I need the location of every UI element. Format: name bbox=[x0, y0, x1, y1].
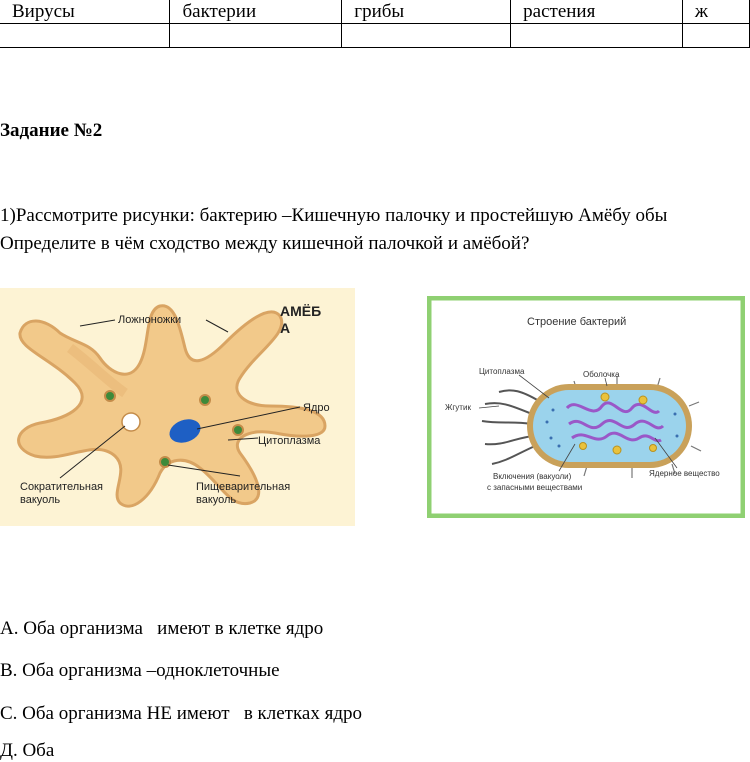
question-line-2: Определите в чём сходство между кишечной палочкой и амёбой? bbox=[0, 233, 530, 254]
option-d: Д. Оба bbox=[0, 740, 55, 761]
table-cell-plants: растения bbox=[511, 0, 683, 24]
food-vacuole-shape bbox=[105, 391, 115, 401]
label-contractile-1: Сократительная bbox=[20, 481, 104, 493]
contractile-vacuole-shape bbox=[122, 413, 140, 431]
question-line-1: 1)Рассмотрите рисунки: бактерию –Кишечную палочку и простейшую Амёбу обы bbox=[0, 205, 668, 226]
label-cytoplasm: Цитоплазма bbox=[258, 435, 321, 447]
table-cell bbox=[0, 24, 170, 48]
food-vacuole-shape bbox=[233, 425, 243, 435]
label-nuclear: Ядерное вещество bbox=[649, 469, 720, 478]
label-bact-cytoplasm: Цитоплазма bbox=[479, 367, 525, 376]
task-title: Задание №2 bbox=[0, 120, 103, 141]
bacteria-figure bbox=[427, 296, 745, 518]
food-vacuole-shape bbox=[200, 395, 210, 405]
option-a: А. Оба организма имеют в клетке ядро bbox=[0, 618, 324, 639]
table-cell bbox=[170, 24, 342, 48]
organisms-table bbox=[0, 0, 750, 48]
table-cell-bacteria: бактерии bbox=[170, 0, 342, 24]
label-digestive-2: вакуоль bbox=[196, 494, 237, 506]
label-nucleus: Ядро bbox=[303, 402, 330, 414]
table-header-row bbox=[0, 0, 750, 24]
label-inclusions-1: Включения (вакуоли) bbox=[493, 472, 572, 481]
label-flagellum: Жгутик bbox=[445, 403, 471, 412]
amoeba-title-2: А bbox=[280, 320, 291, 336]
table-cell bbox=[342, 24, 511, 48]
table-cell bbox=[682, 24, 749, 48]
bacteria-title: Строение бактерий bbox=[527, 316, 627, 328]
option-c: С. Оба организма НЕ имеют в клетках ядро bbox=[0, 703, 363, 724]
table-cell-fungi: грибы bbox=[342, 0, 511, 24]
table-cell-viruses: Вирусы bbox=[0, 0, 170, 24]
label-contractile-2: вакуоль bbox=[20, 494, 61, 506]
label-pseudopods: Ложноножки bbox=[118, 314, 182, 326]
table-cell bbox=[511, 24, 683, 48]
table-empty-row bbox=[0, 24, 750, 48]
label-inclusions-2: с запасными веществами bbox=[487, 483, 583, 492]
label-digestive-1: Пищеварительная bbox=[196, 481, 291, 493]
label-membrane: Оболочка bbox=[583, 370, 620, 379]
option-b: В. Оба организма –одноклеточные bbox=[0, 660, 280, 681]
amoeba-figure bbox=[0, 288, 355, 526]
table-cell-animals: ж bbox=[682, 0, 749, 24]
bacteria-cytoplasm-shape bbox=[533, 390, 686, 462]
amoeba-title-1: АМЁБ bbox=[280, 303, 322, 319]
